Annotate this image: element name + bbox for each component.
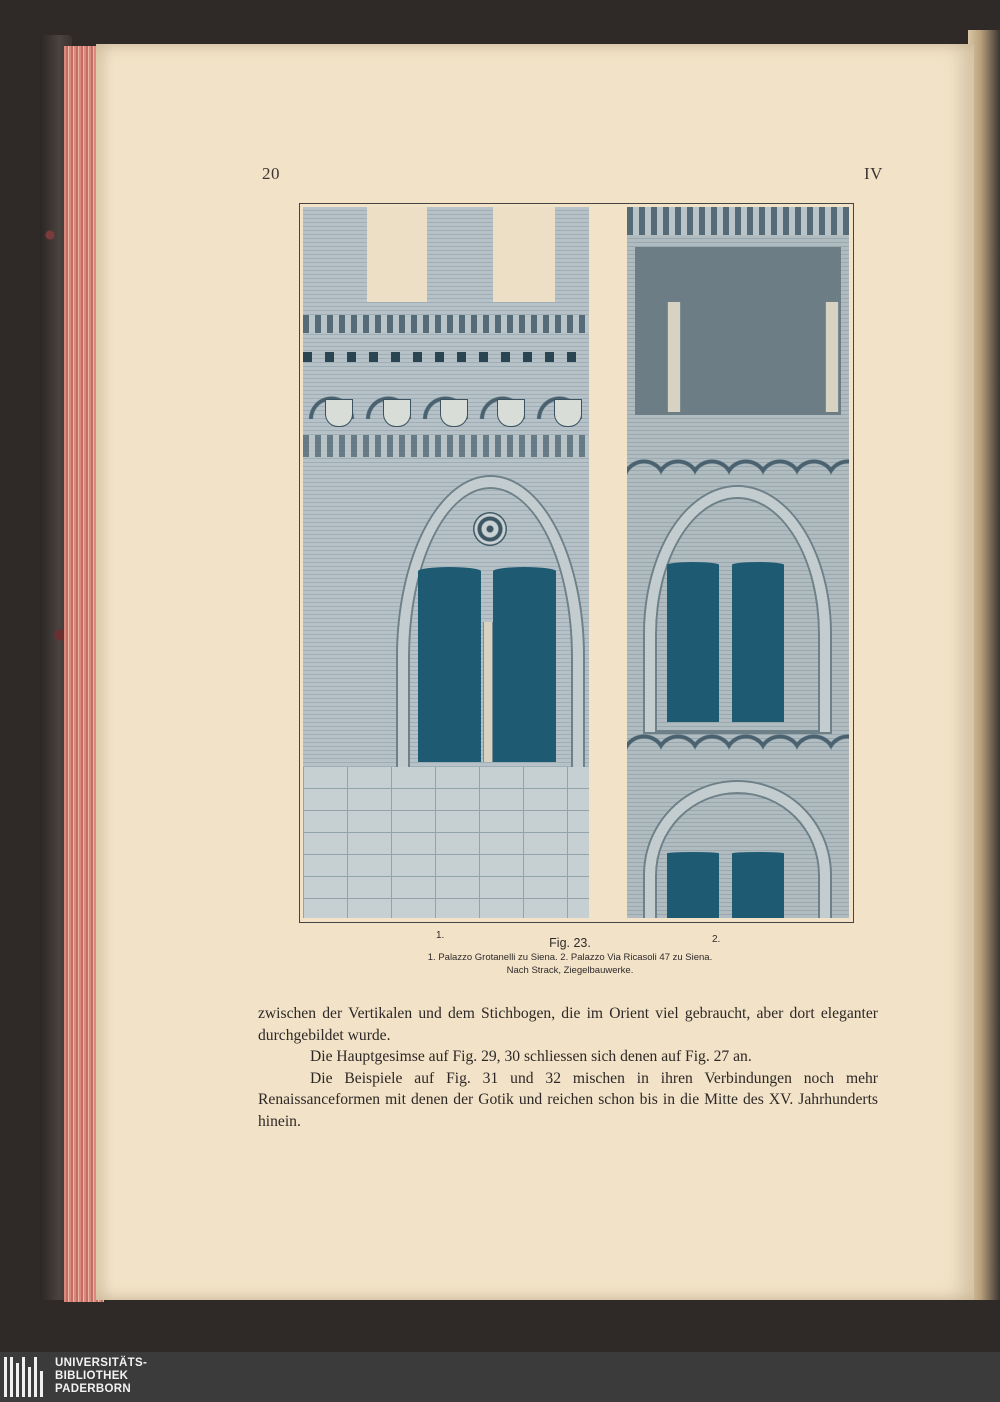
figure-left-label: 1. bbox=[436, 930, 445, 941]
gothic-window-light bbox=[667, 562, 719, 722]
loggia-column bbox=[667, 302, 681, 412]
gothic-window-light bbox=[732, 562, 784, 722]
library-logo-icon bbox=[4, 1357, 48, 1397]
page-number: 20 bbox=[262, 164, 280, 183]
cornice-band bbox=[303, 315, 589, 333]
sheet-marker: IV bbox=[864, 164, 883, 183]
figure-right-label: 2. bbox=[712, 934, 721, 945]
gothic-window-light bbox=[418, 567, 481, 762]
body-text bbox=[258, 1003, 878, 1132]
figure-caption-line-2: Nach Strack, Ziegelbauwerke. bbox=[506, 965, 634, 976]
illustration-palazzo-via-ricasoli bbox=[627, 207, 849, 918]
gothic-window-light bbox=[732, 852, 784, 918]
paragraph: zwischen der Vertikalen und dem Stichbogen, die im Orient viel gebraucht, aber dort eleganter durchgebildet wurde. bbox=[258, 1005, 878, 1044]
corbel-arches bbox=[627, 452, 849, 482]
paragraph: Die Hauptgesimse auf Fig. 29, 30 schliessen sich denen auf Fig. 27 an. bbox=[310, 1048, 752, 1065]
stone-base bbox=[303, 767, 589, 918]
gothic-window-light bbox=[667, 852, 719, 918]
coat-of-arms bbox=[554, 399, 582, 427]
dentil-row bbox=[303, 352, 589, 362]
illustration-palazzo-grotanelli bbox=[303, 207, 589, 918]
paragraph: Die Beispiele auf Fig. 31 und 32 mischen in ihren Verbindungen noch mehr Renaissanceformen mit denen der Gotik und reichen schon bis in die Mitte des XV. Jahrhunderts hinein. bbox=[258, 1069, 878, 1130]
coat-of-arms bbox=[383, 399, 411, 427]
crenellation bbox=[627, 207, 849, 235]
loggia bbox=[635, 247, 841, 415]
rose-window-ornament bbox=[473, 512, 507, 546]
library-logo-text: UNIVERSITÄTS- BIBLIOTHEK PADERBORN bbox=[55, 1357, 148, 1395]
sky-gap bbox=[367, 207, 427, 302]
library-footer bbox=[0, 1352, 1000, 1402]
inscription-band bbox=[303, 435, 589, 457]
coat-of-arms bbox=[325, 399, 353, 427]
window-column bbox=[483, 622, 493, 762]
figure-title: Fig. 23. bbox=[549, 936, 591, 950]
sky-gap bbox=[493, 207, 555, 302]
figure-23 bbox=[299, 203, 854, 923]
coat-of-arms bbox=[497, 399, 525, 427]
coat-of-arms bbox=[440, 399, 468, 427]
loggia-column bbox=[825, 302, 839, 412]
gothic-window-light bbox=[493, 567, 556, 762]
figure-caption-line-1: 1. Palazzo Grotanelli zu Siena. 2. Palazzo Via Ricasoli 47 zu Siena. bbox=[427, 952, 713, 963]
corbel-arches bbox=[627, 727, 849, 757]
